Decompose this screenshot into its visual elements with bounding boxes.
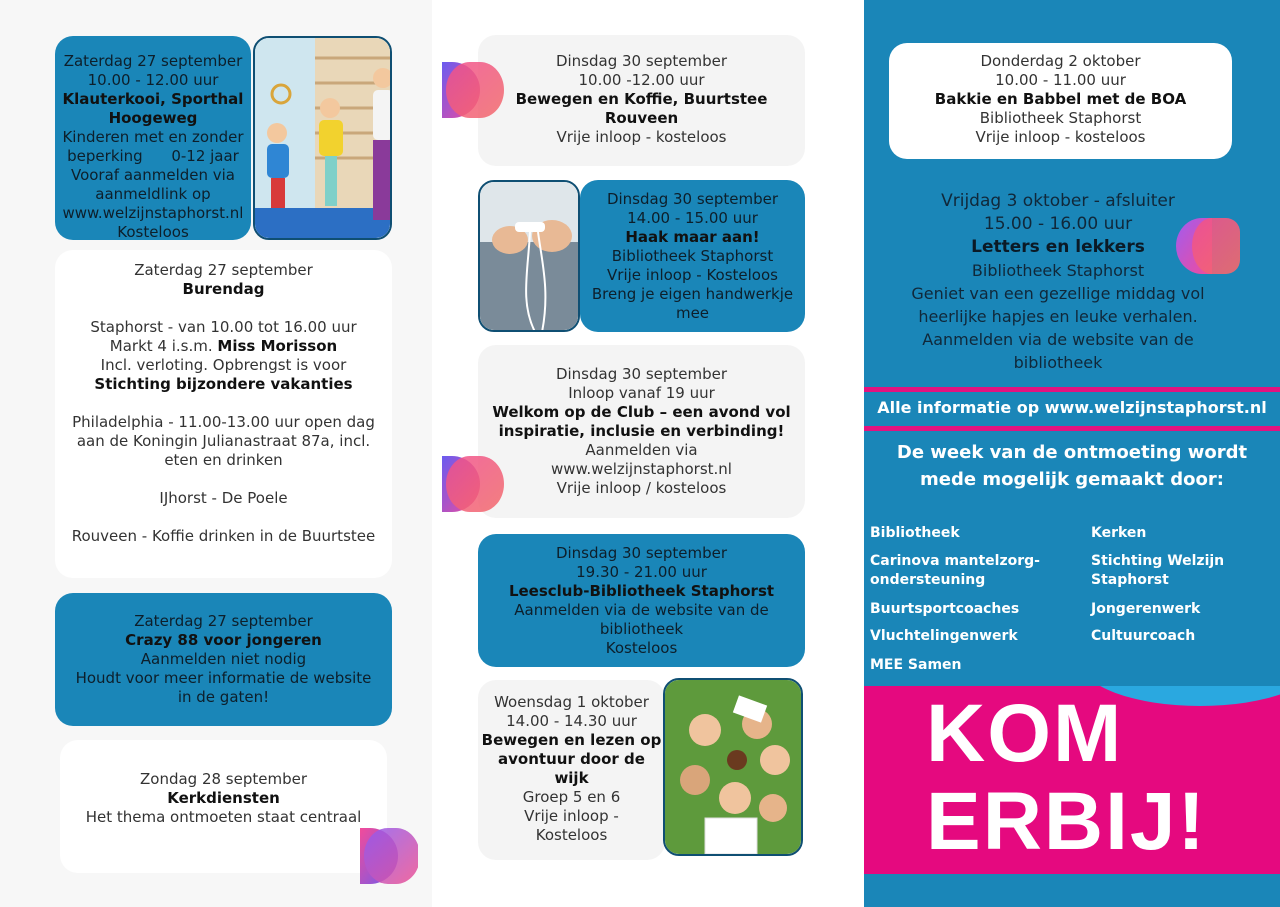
event-text: Aanmelden niet nodig [140, 650, 307, 668]
event-time: 10.00 -12.00 uur [578, 71, 705, 89]
event-text: mee [675, 304, 710, 322]
event-text: Kinderen met en zonder [62, 128, 244, 146]
event-text: Vrije inloop - kosteloos [975, 128, 1146, 146]
event-text: Bibliotheek Staphorst [971, 261, 1145, 280]
event-time: 19.30 - 21.00 uur [576, 563, 707, 581]
event-title: Leesclub-Bibliotheek Staphorst [508, 582, 775, 600]
event-time: 14.00 - 14.30 uur [506, 712, 637, 730]
event-text: Groep 5 en 6 [522, 788, 621, 806]
event-text: Breng je eigen handwerkje [591, 285, 794, 303]
event-date: Zaterdag 27 september [134, 612, 313, 630]
event-text: www.welzijnstaphorst.nl [62, 204, 244, 222]
event-text: Vrije inloop - [524, 807, 619, 825]
event-text: www.welzijnstaphorst.nl [551, 460, 732, 478]
sponsor-item: Buurtsportcoaches [870, 601, 1020, 617]
event-text: IJhorst - De Poele [159, 489, 288, 507]
event-text: Staphorst - van 10.00 tot 16.00 uur [90, 318, 357, 336]
event-date: Donderdag 2 oktober [980, 52, 1141, 70]
event-title: Kerkdiensten [167, 789, 280, 807]
event-title: Bewegen en lezen op avontuur door de wijk [481, 731, 662, 787]
event-date: Dinsdag 30 september [555, 544, 728, 562]
website-info: Alle informatie op www.welzijnstaphorst.nl [877, 398, 1267, 417]
sponsor-item: Kerken [1091, 525, 1147, 541]
divider [864, 426, 1280, 431]
event-title: Klauterkooi, Sporthal Hoogeweg [62, 90, 244, 127]
event-card-klauterkooi [55, 36, 251, 240]
brand-logo-icon [1176, 216, 1242, 278]
event-text: Kosteloos [117, 223, 189, 241]
sponsor-item: MEE Samen [870, 657, 962, 673]
event-text: Markt 4 i.s.m. Miss Morisson [109, 337, 338, 355]
event-text: Vrije inloop - Kosteloos [607, 266, 778, 284]
sponsor-item: Cultuurcoach [1091, 628, 1196, 644]
event-card-haak-maar-aan [580, 180, 805, 332]
event-text: Vrije inloop / kosteloos [556, 479, 727, 497]
event-text: bibliotheek [1013, 353, 1103, 372]
sponsor-item: Jongerenwerk [1091, 601, 1201, 617]
event-time: 14.00 - 15.00 uur [627, 209, 758, 227]
photo-children-climbing [253, 36, 392, 240]
event-text: Bibliotheek Staphorst [979, 109, 1142, 127]
kom-erbij-banner [864, 686, 1280, 874]
event-card-welkom-club [478, 345, 805, 518]
sponsor-item: Vluchtelingenwerk [870, 628, 1018, 644]
event-text: Kosteloos [605, 639, 678, 657]
sponsors-heading: De week van de ontmoeting wordt mede mogelijk gemaakt door: [896, 442, 1248, 490]
brand-logo-icon [440, 60, 506, 122]
event-date: Vrijdag 3 oktober - afsluiter [941, 191, 1175, 211]
event-date: Dinsdag 30 september [606, 190, 779, 208]
event-text: Houdt voor meer informatie de website [75, 669, 372, 687]
photo-crochet-hands [478, 180, 580, 332]
event-date: Zaterdag 27 september [63, 52, 243, 70]
event-card-crazy88 [55, 593, 392, 726]
divider [864, 387, 1280, 392]
event-text: eten en drinken [164, 451, 283, 469]
event-card-bewegen-lezen [478, 680, 665, 860]
event-text: Philadelphia - 11.00-13.00 uur open dag [72, 413, 375, 431]
event-title: Welkom op de Club – een avond vol inspiratie, inclusie en verbinding! [492, 403, 791, 440]
event-title: Haak maar aan! [625, 228, 760, 246]
event-title: Letters en lekkers [971, 237, 1145, 257]
event-title: Bewegen en Koffie, Buurtstee Rouveen [515, 90, 768, 127]
event-text: Het thema ontmoeten staat centraal [85, 808, 362, 826]
event-title: Bakkie en Babbel met de BOA [934, 90, 1187, 108]
event-date: Zondag 28 september [139, 770, 308, 788]
event-date: Dinsdag 30 september [555, 52, 728, 70]
event-card-leesclub [478, 534, 805, 667]
event-card-bewegen-koffie [478, 35, 805, 166]
event-time: 10.00 - 11.00 uur [995, 71, 1126, 89]
event-text: heerlijke hapjes en leuke verhalen. [918, 307, 1198, 326]
event-time: 10.00 - 12.00 uur [87, 71, 219, 89]
event-title: Burendag [182, 280, 265, 298]
event-text: aan de Koningin Julianastraat 87a, incl. [76, 432, 371, 450]
event-text: Vooraf aanmelden via [70, 166, 236, 184]
sponsor-item: Bibliotheek [870, 525, 960, 541]
sponsor-item: Carinova mantelzorg- ondersteuning [870, 553, 1040, 588]
event-text: Vrije inloop - kosteloos [556, 128, 727, 146]
event-text: Aanmelden via de website van de [922, 330, 1194, 349]
event-text: bibliotheek [599, 620, 684, 638]
event-text: Kosteloos [535, 826, 608, 844]
event-text: Stichting bijzondere vakanties [94, 375, 353, 393]
event-time: Inloop vanaf 19 uur [568, 384, 715, 402]
event-text: in de gaten! [177, 688, 270, 706]
event-text: Geniet van een gezellige middag vol [911, 284, 1205, 303]
event-date: Woensdag 1 oktober [494, 693, 649, 711]
photo-children-reading [663, 678, 803, 856]
event-card-bakkie-babbel [889, 43, 1232, 159]
sponsor-item: Stichting Welzijn Staphorst [1091, 553, 1225, 588]
event-text: Rouveen - Koffie drinken in de Buurtstee [71, 527, 376, 545]
event-card-burendag [55, 250, 392, 578]
event-date: Zaterdag 27 september [134, 261, 313, 279]
event-card-kerkdiensten [60, 740, 387, 873]
event-text: Aanmelden via de website van de [514, 601, 769, 619]
event-text: Bibliotheek Staphorst [611, 247, 774, 265]
event-text: Incl. verloting. Opbrengst is voor [100, 356, 347, 374]
event-date: Dinsdag 30 september [555, 365, 728, 383]
banner-text: KOM ERBIJ! [926, 688, 1207, 867]
event-title: Crazy 88 voor jongeren [125, 631, 322, 649]
event-text: Aanmelden via [585, 441, 698, 459]
event-text: beperking 0-12 jaar [67, 147, 239, 165]
brand-logo-icon [352, 826, 418, 888]
event-text: aanmeldlink op [95, 185, 211, 203]
event-time: 15.00 - 16.00 uur [983, 214, 1133, 234]
brand-logo-icon [440, 454, 506, 516]
